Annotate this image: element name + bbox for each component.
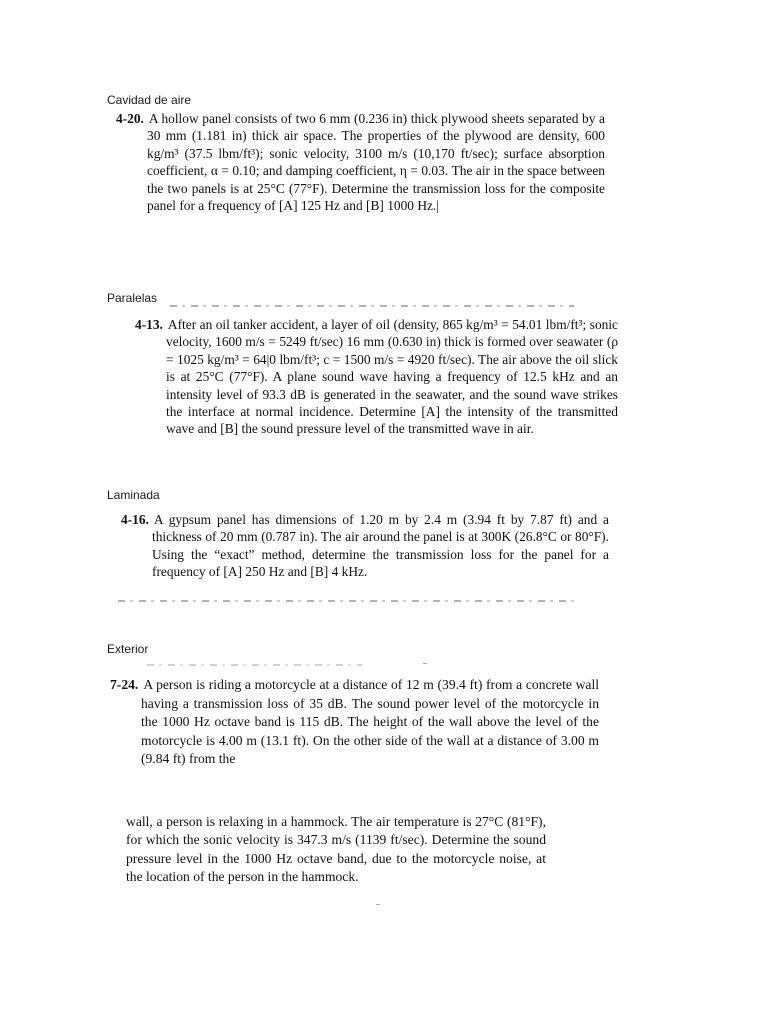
problem-4-13 <box>135 316 618 438</box>
problem-7-24 <box>110 676 599 769</box>
problem-text: A gypsum panel has dimensions of 1.20 m by 2.4 m (3.94 ft by 7.87 ft) and a thickness of 20 mm (0.787 in). The air around the panel is at 300K (26.8°C or 80°F). Using the “exact” method, determine the transmission loss for the panel for a frequency of [A] 250 Hz and [B] 4 kHz. <box>152 512 609 580</box>
problem-number: 4-16. <box>121 512 149 527</box>
section-heading-cavidad-de-aire: Cavidad de aire <box>107 93 192 107</box>
clipped-line-artifact <box>170 305 574 307</box>
problem-number: 4-20. <box>116 111 144 126</box>
problem-text: After an oil tanker accident, a layer of oil (density, 865 kg/m³ = 54.01 lbm/ft³; sonic velocity, 1600 m/s = 5249 ft/sec) 16 mm (0.630 in) thick is formed over seawater (ρ = 1025 kg/m³ = 64|0 lbm/ft³; c = 1500 m/s = 4920 ft/sec). The air above the oil slick is at 25°C (77°F). A plane sound wave having a frequency of 12.5 kHz and an intensity level of 93.3 dB is generated in the seawater, and the sound wave strikes the interface at normal incidence. Determine [A] the intensity of the transmitted wave and [B] the sound pressure level of the transmitted wave in air. <box>166 317 618 437</box>
problem-number: 4-13. <box>135 317 163 332</box>
section-heading-exterior: Exterior <box>107 642 149 656</box>
clipped-line-artifact <box>147 664 362 666</box>
problem-number: 7-24. <box>110 677 139 692</box>
problem-text: A hollow panel consists of two 6 mm (0.236 in) thick plywood sheets separated by a 30 mm (1.181 in) thick air space. The properties of the plywood are density, 600 kg/m³ (37.5 lbm/ft³); sonic velocity, 3100 m/s (10,170 ft/sec); surface absorption coefficient, α = 0.10; and damping coefficient, η = 0.03. The air in the space between the two panels is at 25°C (77°F). Determine the transmission loss for the composite panel for a frequency of [A] 125 Hz and [B] 1000 Hz.| <box>147 111 605 214</box>
section-heading-laminada: Laminada <box>107 488 160 502</box>
stray-mark <box>423 663 427 664</box>
problem-4-16 <box>121 511 609 581</box>
problem-4-20 <box>116 110 605 214</box>
clipped-line-artifact <box>118 600 578 602</box>
problem-text: A person is riding a motorcycle at a distance of 12 m (39.4 ft) from a concrete wall having a transmission loss of 35 dB. The sound power level of the motorcycle in the 1000 Hz octave band is 115 dB. The height of the wall above the level of the motorcycle is 4.00 m (13.1 ft). On the other side of the wall at a distance of 3.00 m (9.84 ft) from the <box>141 677 599 767</box>
problem-7-24-continuation: wall, a person is relaxing in a hammock. The air temperature is 27°C (81°F), for which the sonic velocity is 347.3 m/s (1139 ft/sec). Determine the sound pressure level in the 1000 Hz octave band, due to the motorcycle noise, at the location of the person in the hammock. <box>126 814 546 885</box>
section-heading-paralelas: Paralelas <box>107 291 158 305</box>
stray-mark <box>376 904 380 905</box>
